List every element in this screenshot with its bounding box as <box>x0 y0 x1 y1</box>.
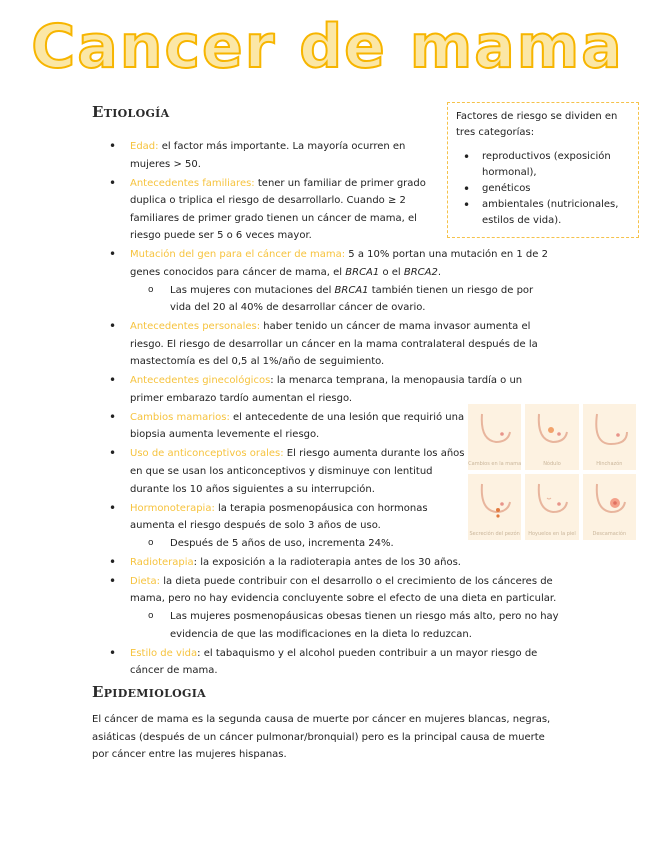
etiology-item-ginecologicos: • Antecedentes ginecológicos: la menarca temprana, la menopausia tardía o un primer embarazo tardío aumentan el riesgo. <box>106 372 551 407</box>
term-dieta: Dieta: <box>130 575 161 587</box>
illustration-cell <box>583 474 636 540</box>
etiology-item-radioterapia: • Radioterapia: la exposición a la radioterapia antes de los 30 años. <box>106 554 551 572</box>
illustration-cell <box>583 404 636 470</box>
etiology-item-estilo: • Estilo de vida: el tabaquismo y el alcohol pueden contribuir a un mayor riesgo de cáncer de mama. <box>106 645 566 680</box>
term-edad: Edad: <box>130 141 159 152</box>
etiology-item-edad: • Edad: el factor más importante. La mayoría ocurren en mujeres > 50. <box>106 138 426 173</box>
illustration-caption: Cambios en la mama <box>468 461 522 467</box>
etiology-item-mutacion: • Mutación del gen para el cáncer de mama: 5 a 10% portan una mutación en 1 de 2 genes conocidos para cáncer de mama, el BRCA1 o el BRCA2. o Las mujeres con mutaciones del BRCA1 también tienen un riesgo de por vida del 20 al 40% de desarrollar cáncer de ovario. <box>106 246 551 316</box>
illustration-cell <box>525 404 578 470</box>
scaling-icon <box>587 476 635 524</box>
heading-etiologia: Etiología <box>92 103 170 121</box>
illustration-cell <box>468 404 521 470</box>
illustration-caption: Hinchazón <box>596 461 623 467</box>
etiology-item-dieta: • Dieta: la dieta puede contribuir con el desarrollo o el crecimiento de los cánceres de mama, pero no hay evidencia concluyente sobre el efecto de una dieta en particular. o Las mujeres posmenopáusicas obesas tienen un riesgo más alto, pero no hay evidencia de que las modificaciones en la dieta lo reduzcan. <box>106 573 566 643</box>
term-mutacion: Mutación del gen para el cáncer de mama: <box>130 249 346 261</box>
etiology-item-anticonceptivos: • Uso de anticonceptivos orales: El riesgo aumenta durante los años en que se usan los anticonceptivos y disminuye con lentitud durante los 10 años siguientes a su interrupción. <box>106 445 466 498</box>
breast-changes-illustration <box>468 404 636 540</box>
risk-factors-intro: Factores de riesgo se dividen en tres categorías: <box>456 111 618 138</box>
breast-icon <box>472 406 520 454</box>
etiology-subitem: o Las mujeres con mutaciones del BRCA1 también tienen un riesgo de por vida del 20 al 40% de desarrollar cáncer de ovario. <box>130 282 551 317</box>
skin-dimpling-icon <box>529 476 577 524</box>
etiology-subitem: o Después de 5 años de uso, incrementa 24%. <box>130 535 466 553</box>
term-hormonoterapia: Hormonoterapia: <box>130 502 215 514</box>
breast-swelling-icon <box>587 406 635 454</box>
term-cambios: Cambios mamarios: <box>130 411 230 423</box>
risk-factor-item: • reproductivos (exposición hormonal), <box>456 149 630 181</box>
breast-lump-icon <box>529 406 577 454</box>
etiology-subitem: o Las mujeres posmenopáusicas obesas tienen un riesgo más alto, pero no hay evidencia de que las modificaciones en la dieta lo reduzcan. <box>130 608 566 643</box>
term-personales: Antecedentes personales: <box>130 321 261 333</box>
illustration-cell <box>468 474 521 540</box>
term-radioterapia: Radioterapia <box>130 556 194 568</box>
etiology-item-personales: • Antecedentes personales: haber tenido un cáncer de mama invasor aumenta el riesgo. El riesgo de desarrollar un cáncer en la mama contralateral después de la mastectomía es del 0,5 al 1%/año de seguimiento. <box>106 318 551 371</box>
risk-factor-item: • genéticos <box>456 181 630 197</box>
etiology-item-cambios: • Cambios mamarios: el antecedente de una lesión que requirió una biopsia aumenta levemente el riesgo. <box>106 409 466 444</box>
etiology-item-hormonoterapia: • Hormonoterapia: la terapia posmenopáusica con hormonas aumenta el riesgo después de solo 3 años de uso. o Después de 5 años de uso, incrementa 24%. <box>106 500 466 553</box>
illustration-caption: Secreción del pezón <box>469 531 520 537</box>
illustration-caption: Descamación <box>592 531 627 537</box>
nipple-discharge-icon <box>472 476 520 524</box>
risk-factor-item: • ambientales (nutricionales, estilos de vida). <box>456 197 630 229</box>
heading-epidemiologia: Epidemiologia <box>92 683 206 701</box>
page-title: Cancer de mama <box>31 12 624 82</box>
illustration-cell <box>525 474 578 540</box>
term-ginecologicos: Antecedentes ginecológicos <box>130 375 271 387</box>
etiology-item-familiares: • Antecedentes familiares: tener un familiar de primer grado duplica o triplica el riesgo de desarrollarlo. Cuando ≥ 2 familiares de primer grado tienen un cáncer de mama, el riesgo puede ser 5 o 6 veces mayor. <box>106 175 426 245</box>
term-familiares: Antecedentes familiares: <box>130 177 255 189</box>
illustration-caption: Nódulo <box>543 461 561 467</box>
term-anticonceptivos: Uso de anticonceptivos orales: <box>130 448 284 460</box>
term-estilo: Estilo de vida <box>130 647 198 659</box>
illustration-caption: Hoyuelos en la piel <box>528 531 576 537</box>
epidemiology-paragraph: El cáncer de mama es la segunda causa de muerte por cáncer en mujeres blancas, negras, asiáticas (después de un cáncer pulmonar/bronquial) pero es la principal causa de muerte por cáncer entre las mujeres hispanas. <box>92 714 551 760</box>
